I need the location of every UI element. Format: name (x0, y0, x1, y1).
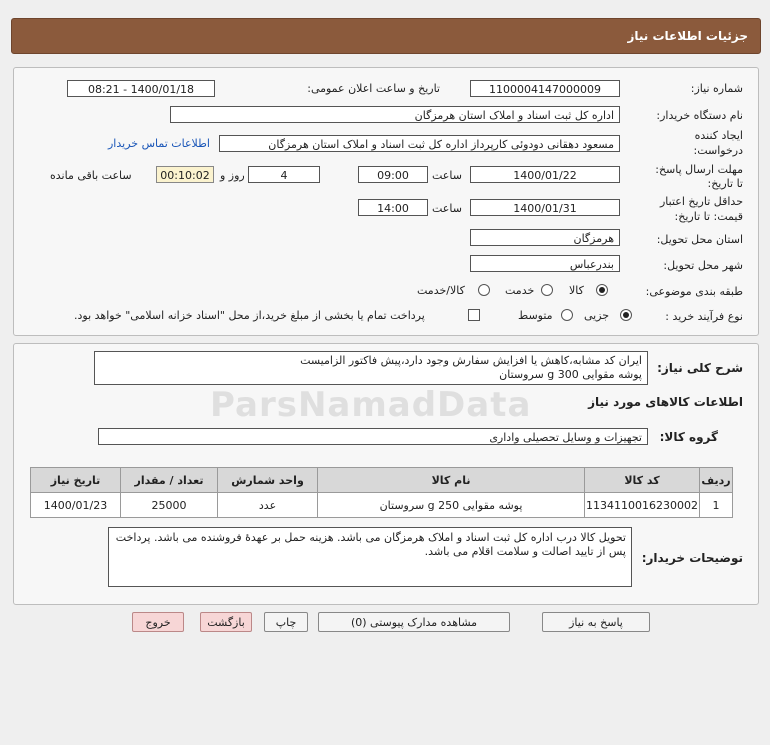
description-textarea: ایران کد مشابه،کاهش یا افزایش سفارش وجود دارد،پیش فاکتور الزامیست پوشه مقوایی 300 g سروستان (94, 351, 648, 385)
cell-unit: عدد (218, 493, 318, 518)
validity-time-field: 14:00 (358, 199, 428, 216)
remaining-timer: 00:10:02 (156, 166, 214, 183)
category-radio-goods[interactable] (596, 284, 608, 296)
category-radio-goods-service[interactable] (478, 284, 490, 296)
goods-table (30, 467, 733, 518)
deadline-date-field: 1400/01/22 (470, 166, 620, 183)
buyer-label: نام دستگاه خریدار: (656, 109, 743, 122)
purchase-radio-medium[interactable] (561, 309, 573, 321)
page-header (11, 18, 761, 54)
creator-field: مسعود دهقانی دودوئی کارپرداز اداره کل ثبت اسناد و املاک استان هرمزگان (219, 135, 620, 152)
col-row: ردیف (700, 468, 733, 493)
treasury-payment-note: پرداخت تمام یا بخشی از مبلغ خرید،از محل "اسناد خزانه اسلامی" خواهد بود. (74, 309, 425, 322)
table-row (31, 493, 733, 518)
goods-group-label: گروه کالا: (659, 430, 718, 444)
city-label: شهر محل تحویل: (663, 259, 743, 272)
cell-name: پوشه مقوایی 250 g سروستان (318, 493, 585, 518)
purchase-option-minor: جزیی (584, 309, 610, 322)
days-field: 4 (248, 166, 320, 183)
buyer-field: اداره کل ثبت اسناد و املاک استان هرمزگان (170, 106, 620, 123)
col-quantity: تعداد / مقدار (121, 468, 218, 493)
announce-datetime-field: 1400/01/18 - 08:21 (67, 80, 215, 97)
reply-button[interactable]: پاسخ به نیاز (542, 612, 650, 632)
buyer-notes-label: توضیحات خریدار: (641, 551, 743, 565)
province-label: استان محل تحویل: (656, 233, 743, 246)
deadline-label-line1: مهلت ارسال پاسخ: (655, 163, 743, 176)
col-name: نام کالا (318, 468, 585, 493)
creator-label-line2: درخواست: (693, 144, 743, 157)
need-number-label: شماره نیاز: (690, 82, 743, 95)
category-option-goods-service: کالا/خدمت (417, 284, 465, 297)
cell-code: 1134110016230002 (585, 493, 700, 518)
treasury-payment-checkbox[interactable] (468, 309, 480, 321)
category-option-goods: کالا (569, 284, 584, 297)
validity-time-label: ساعت (432, 202, 462, 215)
remaining-label: ساعت باقی مانده (50, 169, 132, 182)
buyer-notes-textarea: تحویل کالا درب اداره کل ثبت اسناد و املاک هرمزگان می باشد. هزینه حمل بر عهدهٔ فروشنده می باشد. پرداخت پس از تایید اصالت و سلامت اقلام می باشد. (108, 527, 632, 587)
cell-row: 1 (700, 493, 733, 518)
back-button[interactable]: بازگشت (200, 612, 252, 632)
validity-label-line2: قیمت: تا تاریخ: (674, 210, 743, 223)
province-field: هرمزگان (470, 229, 620, 246)
deadline-time-label: ساعت (432, 169, 462, 182)
purchase-type-label: نوع فرآیند خرید : (665, 310, 743, 323)
purchase-radio-minor[interactable] (620, 309, 632, 321)
category-label: طبقه بندی موضوعی: (645, 285, 743, 298)
print-button[interactable]: چاپ (264, 612, 308, 632)
deadline-time-field: 09:00 (358, 166, 428, 183)
page-title: جزئیات اطلاعات نیاز (627, 29, 748, 43)
exit-button[interactable]: خروج (132, 612, 184, 632)
validity-date-field: 1400/01/31 (470, 199, 620, 216)
deadline-label-line2: تا تاریخ: (707, 177, 743, 190)
description-label: شرح کلی نیاز: (657, 361, 743, 375)
creator-label-line1: ایجاد کننده (694, 129, 743, 142)
city-field: بندرعباس (470, 255, 620, 272)
attachments-button[interactable]: مشاهده مدارک پیوستی (0) (318, 612, 510, 632)
days-label: روز و (220, 169, 245, 182)
col-date: تاریخ نیاز (31, 468, 121, 493)
col-code: کد کالا (585, 468, 700, 493)
goods-table-header (31, 468, 733, 493)
need-number-field: 1100004147000009 (470, 80, 620, 97)
goods-group-field: تجهیزات و وسایل تحصیلی واداری (98, 428, 648, 445)
cell-date: 1400/01/23 (31, 493, 121, 518)
col-unit: واحد شمارش (218, 468, 318, 493)
category-option-service: خدمت (505, 284, 535, 297)
announce-label: تاریخ و ساعت اعلان عمومی: (307, 82, 440, 95)
goods-section-title: اطلاعات کالاهای مورد نیاز (588, 395, 743, 409)
purchase-option-medium: متوسط (518, 309, 553, 322)
buyer-contact-link[interactable]: اطلاعات تماس خریدار (108, 137, 210, 150)
watermark: ParsNamadData (210, 385, 532, 425)
validity-label-line1: حداقل تاریخ اعتبار (659, 195, 743, 208)
category-radio-service[interactable] (541, 284, 553, 296)
cell-quantity: 25000 (121, 493, 218, 518)
